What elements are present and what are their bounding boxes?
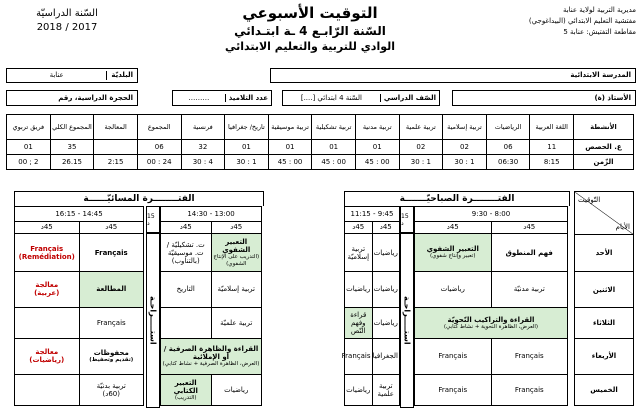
cell: ت. تشكيليّة / ت. موسيقيّة (بالتناوب) — [161, 234, 212, 272]
directorate: مديرية التربية لولاية عنابة — [562, 6, 636, 14]
break-duration: 15 د — [146, 206, 160, 234]
room-box — [6, 90, 138, 106]
cell: رياضيات — [211, 374, 262, 405]
pupils-value: ……… — [188, 93, 210, 102]
cell-title: التعبير الشفوي — [426, 245, 479, 254]
cell: Français — [491, 374, 568, 405]
stats-header: فريق تربوي — [7, 115, 51, 140]
cell: المطالعة — [79, 271, 144, 307]
cell: رياضيات — [345, 374, 373, 405]
duration: 45د — [161, 221, 212, 234]
stats-sessions-row — [7, 140, 634, 155]
cell: Français — [415, 374, 492, 405]
page-title: التوقيت الأسبوعي — [242, 4, 378, 22]
cell-sub: (عربية) — [34, 289, 60, 298]
municipality-value: عنابة — [7, 71, 107, 79]
cell: رياضيات — [372, 307, 400, 338]
cell-title: Français — [30, 244, 64, 253]
break-label: استـــــراحـة — [402, 295, 412, 345]
sessions-cell: 06 — [137, 140, 181, 155]
cell — [15, 338, 80, 374]
e1-time: 13:00 - 14:30 — [161, 207, 262, 222]
day-label: الاثنين — [575, 272, 634, 307]
cell-sub: (التدريب) — [174, 394, 197, 401]
time-cell: 00 : 45 — [268, 155, 312, 170]
time-cell: 06:30 — [486, 155, 530, 170]
teacher-box — [452, 90, 636, 106]
cell: رياضيات — [345, 271, 373, 307]
school-label: المدرسة الابتدائية — [570, 71, 631, 80]
school-box — [270, 68, 636, 83]
header-admin — [529, 6, 636, 36]
stats-header: تاريخ/ جغرافيا — [225, 115, 269, 140]
evening-period-header: الفتــــــــرة المسائيّــــــة — [14, 191, 264, 206]
stats-time-row — [7, 155, 634, 170]
duration: 45د — [345, 221, 373, 234]
stats-header: المجموع — [137, 115, 181, 140]
time-cell: 00 : 45 — [312, 155, 356, 170]
stats-table — [6, 114, 634, 170]
time-cell: 1 : 30 — [399, 155, 443, 170]
days-column — [574, 191, 634, 406]
time-cell: 2:15 — [94, 155, 138, 170]
day-label: الثلاثاء — [575, 307, 634, 338]
cell-sub: (تقديم وتحفيظ) — [89, 357, 134, 364]
cell — [15, 271, 80, 307]
sessions-cell: 02 — [443, 140, 487, 155]
sessions-cell: 06 — [486, 140, 530, 155]
pupils-box — [172, 90, 272, 106]
sessions-cell: 32 — [181, 140, 225, 155]
cell — [79, 374, 144, 405]
break-label: استـــــراحـة — [148, 295, 158, 345]
time-cell: 26.15 — [50, 155, 94, 170]
morning-table-2 — [341, 206, 400, 406]
cell-title: القراءة والتراكيب النّحويّة — [447, 315, 535, 324]
duration: 45د — [491, 221, 568, 234]
days-label: الأيام — [615, 222, 630, 231]
class-value: السّنة 4 ابتدائي [....] — [300, 93, 362, 102]
cell-sub: (Remédiation) — [18, 252, 75, 261]
header-title-block — [190, 4, 430, 53]
timing-corner — [575, 192, 634, 235]
sessions-cell: 01 — [355, 140, 399, 155]
class-label: الصّف الدراسي — [380, 94, 439, 102]
cell: الجغرافيا — [372, 338, 400, 374]
teacher-label: الأستاذ (ة) — [594, 93, 631, 102]
cell-sub: (التدريب على الإنتاج الشفوي) — [213, 254, 260, 267]
cell: Français — [79, 307, 144, 338]
cell — [15, 234, 80, 272]
break-duration: 15 د — [400, 206, 414, 234]
time-cell: 24 : 00 — [137, 155, 181, 170]
stats-header: تربية مدنية — [355, 115, 399, 140]
cell-title: معالجة — [35, 281, 59, 290]
grade-title: السّنة الرّابـع 4 ـة ابتـدائي — [234, 24, 386, 38]
stats-header: الأنشطة — [574, 115, 634, 140]
stats-header: فرنسية — [181, 115, 225, 140]
cell — [415, 307, 568, 338]
morning-break — [400, 232, 414, 408]
cell: رياضيات — [415, 271, 492, 307]
cell: التاريخ — [161, 271, 212, 307]
stats-header: تربية علمية — [399, 115, 443, 140]
cell-title: القراءة والظاهرة الصرفية / أو الإملائية — [163, 345, 259, 362]
timing-label: التّوقيت — [578, 196, 601, 204]
morning-table-1 — [414, 206, 568, 406]
cell: Français — [79, 234, 144, 272]
evening-table-1 — [160, 206, 262, 406]
cell: Français — [345, 338, 373, 374]
stats-header: الرياضيات — [486, 115, 530, 140]
time-cell: 4 : 30 — [181, 155, 225, 170]
time-cell: 8:15 — [530, 155, 574, 170]
cell: تربية علمية — [372, 374, 400, 405]
cell: فهم المنطوق — [491, 234, 568, 272]
evening-table-2 — [14, 206, 144, 406]
stats-header: تربية إسلامية — [443, 115, 487, 140]
stats-header-row — [7, 115, 634, 140]
m1-time: 8:00 - 9:30 — [415, 207, 568, 222]
year-label: السّنة الدراسيّة — [36, 8, 98, 19]
cell: Français — [415, 338, 492, 374]
cell-sub: (60د) — [102, 389, 120, 398]
cell — [415, 234, 492, 272]
time-cell: 1 : 30 — [225, 155, 269, 170]
cell — [161, 307, 212, 338]
time-label: الزّمن — [574, 155, 634, 170]
cell-title: معالجة — [35, 348, 59, 357]
cell: Français — [491, 338, 568, 374]
cell: تربية علميّة — [211, 307, 262, 338]
class-box — [282, 90, 440, 106]
sessions-cell: 01 — [268, 140, 312, 155]
cell-title: محفوظات — [93, 349, 129, 358]
cell-sub: (رياضيات) — [29, 356, 65, 365]
cell-title: التعبير الشفوي — [222, 238, 251, 255]
sessions-cell: 11 — [530, 140, 574, 155]
time-cell: 00 : 45 — [355, 155, 399, 170]
cell: تربية إسلاميّة — [211, 271, 262, 307]
cell-sub: (تعبير وإنتاج شفوي) — [430, 253, 476, 260]
duration: 45د — [15, 221, 80, 234]
stats-header: المجموع الكلي — [50, 115, 94, 140]
m2-time: 9:45 - 11:15 — [345, 207, 400, 222]
year-value: 2018 / 2017 — [36, 22, 98, 33]
year-block — [22, 8, 112, 33]
cell — [79, 338, 144, 374]
cell — [15, 307, 80, 338]
cell — [211, 234, 262, 272]
evening-break — [146, 232, 160, 408]
cell: رياضيات — [372, 271, 400, 307]
cell-sub: (العرض، الظاهرة الصرفية + نشاط كتابي) — [162, 361, 260, 368]
time-cell: 1 : 30 — [443, 155, 487, 170]
sessions-cell — [94, 140, 138, 155]
municipality-label: البلديّة — [111, 71, 133, 80]
time-cell: 2 ; 00 — [7, 155, 51, 170]
pupils-label: عدد التلاميذ — [225, 94, 271, 102]
stats-header: اللغة العربية — [530, 115, 574, 140]
duration: 45د — [79, 221, 144, 234]
cell-title: تربية بدنيّة — [96, 381, 126, 390]
morning-period-header: الفتــــــــرة الصباحيّـــــــة — [344, 191, 570, 206]
inspection: مفتشية التعليم الابتدائي (البيداغوجي) — [528, 17, 636, 26]
district: مقاطعة التفتيش: عنابة 5 — [563, 28, 636, 37]
duration: 45د — [415, 221, 492, 234]
stats-header: تربية تشكيلية — [312, 115, 356, 140]
cell: رياضيات — [372, 234, 400, 272]
sessions-cell: 01 — [7, 140, 51, 155]
stats-header: المعالجة — [94, 115, 138, 140]
cell: قراءة وفهم النّص — [345, 307, 373, 338]
room-label: الحجرة الدراسية، رقم — [58, 93, 133, 102]
sessions-cell: 01 — [225, 140, 269, 155]
day-label: الخميس — [575, 374, 634, 405]
cell: تربية مدنيّة — [491, 271, 568, 307]
sessions-cell: 35 — [50, 140, 94, 155]
duration: 45د — [211, 221, 262, 234]
municipality-box — [6, 68, 138, 83]
stats-header: تربية موسيقية — [268, 115, 312, 140]
sessions-cell: 01 — [312, 140, 356, 155]
cell-title: التعبير الكتابي — [173, 378, 198, 395]
sector-title: الوادي للتربية والتعليم الابتدائي — [224, 40, 396, 53]
duration: 45د — [372, 221, 400, 234]
e2-time: 14:45 - 16:15 — [15, 207, 144, 222]
cell — [161, 374, 212, 405]
cell — [15, 374, 80, 405]
cell-sub: (العرض، الظاهرة النحوية + نشاط كتابي) — [443, 323, 539, 330]
day-label: الأربعاء — [575, 339, 634, 374]
sessions-cell: 02 — [399, 140, 443, 155]
cell — [161, 338, 262, 374]
sessions-label: ع. الحصص — [574, 140, 634, 155]
cell: تربية إسلاميّة — [345, 234, 373, 272]
day-label: الأحد — [575, 234, 634, 272]
